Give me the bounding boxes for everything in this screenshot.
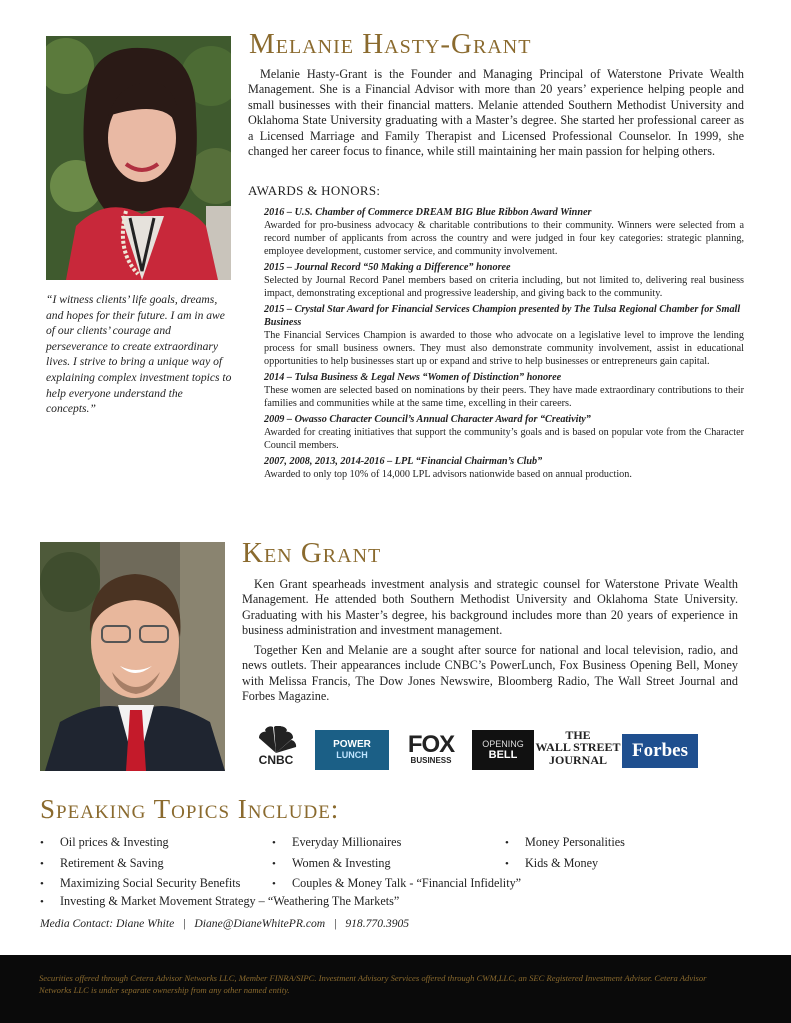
- list-item: • Everyday Millionaires: [272, 833, 521, 854]
- media-contact: [40, 917, 409, 930]
- cnbc-logo: [248, 723, 304, 769]
- award-item: [264, 261, 744, 300]
- power-lunch-logo: [315, 730, 389, 770]
- melanie-bio: Melanie Hasty-Grant is the Founder and Managing Principal of Waterstone Private Wealth Management. She is a Financial Advisor with more than 20 years’ experience helping people and small businesses with their financial matters. Melanie attended Southern Methodist University and Oklahoma State University graduating with a Master’s degree. She started her professional career as a Licensed Marriage and Family Therapist and Licensed Professional Counselor. In 1999, she changed her career focus to finance, while still maintaining her main passion for helping others.: [248, 67, 744, 159]
- ken-name: Ken Grant: [242, 537, 382, 569]
- separator: |: [183, 917, 186, 930]
- award-item: [264, 455, 744, 481]
- ken-bio: Ken Grant spearheads investment analysis and strategic counsel for Waterstone Private Wealth Management. He attended both Southern Methodist University and Oklahoma State University. Graduating with his Master’s degree, his background includes more than 20 years of experience in business administration and investment management.: [242, 577, 738, 638]
- topics-column-2: [272, 833, 521, 895]
- award-title: 2007, 2008, 2013, 2014-2016 – LPL “Financial Chairman’s Club”: [264, 456, 543, 467]
- contact-phone: 918.770.3905: [345, 917, 410, 930]
- award-item: [264, 413, 744, 452]
- award-desc: These women are selected based on nominations by their peers. They have made extraordinary contributions to their families and communities while at the same time, excelling in their careers.: [264, 385, 744, 409]
- ken-media-bio: Together Ken and Melanie are a sought after source for national and local television, radio, and news outlets. Their appearances include CNBC’s PowerLunch, Fox Business Opening Bell, Money with Melissa Francis, The Dow Jones Newswire, Bloomberg Radio, The Wall Street Journal and Forbes Magazine.: [242, 643, 738, 704]
- wsj-logo: [535, 725, 621, 771]
- bell-text: BELL: [488, 749, 518, 761]
- topics-wide: [40, 892, 399, 913]
- list-item: • Couples & Money Talk - “Financial Infidelity”: [272, 874, 521, 895]
- list-item: • Investing & Market Movement Strategy – “Weathering The Markets”: [40, 892, 399, 913]
- opening-text: OPENING: [482, 739, 524, 749]
- opening-bell-logo: [472, 730, 534, 770]
- business-text: BUSINESS: [410, 755, 452, 765]
- cnbc-logo-text: CNBC: [258, 753, 294, 767]
- footer-disclaimer: Securities offered through Cetera Advisor Networks LLC, Member FINRA/SIPC. Investment Advisory Services offered through CWM,LLC, an SEC Registered Investment Advisor. Cetera Advisor Networks LLC is under separate ownership from any other named entity.: [39, 973, 707, 995]
- award-title: 2014 – Tulsa Business & Legal News “Women of Distinction” honoree: [264, 372, 562, 383]
- wsj-journal: JOURNAL: [548, 753, 607, 767]
- list-item: • Kids & Money: [505, 854, 625, 875]
- melanie-quote: “I witness clients’ life goals, dreams, and hopes for their future. I am in awe of our clients’ courage and perseverance to create extraordinary lives. I strive to bring a unique way of explaining complex investment topics to help everyone understand the concepts.”: [46, 293, 232, 416]
- ken-photo: [40, 542, 225, 771]
- topics-column-3: [505, 833, 625, 874]
- award-title: 2009 – Owasso Character Council’s Annual Character Award for “Creativity”: [264, 414, 591, 425]
- awards-list: [264, 206, 744, 484]
- footer-bar: [0, 955, 791, 1023]
- award-item: [264, 206, 744, 258]
- award-title: 2015 – Journal Record “50 Making a Difference” honoree: [264, 262, 511, 273]
- melanie-name: Melanie Hasty-Grant: [249, 28, 532, 60]
- award-desc: Selected by Journal Record Panel members based on criteria including, but not limited to, delivering real business impact, demonstrating exceptional and progressive leadership, and giving back to the community.: [264, 275, 744, 299]
- award-title: 2016 – U.S. Chamber of Commerce DREAM BIG Blue Ribbon Award Winner: [264, 207, 592, 218]
- award-desc: The Financial Services Champion is awarded to those who advocate on a legislative level to improve the lending process for small business owners. They must also demonstrate community involvement, assist in educational opportunities to help businesses start up or expand and strive to help businesses or entrepreneurs gain capital.: [264, 330, 744, 367]
- topics-column-1: [40, 833, 240, 895]
- wsj-wall-street: WALL STREET: [535, 740, 621, 754]
- list-item: • Retirement & Saving: [40, 854, 240, 875]
- award-item: [264, 303, 744, 368]
- awards-heading: AWARDS & HONORS:: [248, 183, 381, 198]
- fox-business-logo: [396, 730, 466, 768]
- award-item: [264, 371, 744, 410]
- fox-text: FOX: [407, 730, 455, 758]
- contact-email[interactable]: Diane@DianeWhitePR.com: [194, 917, 326, 930]
- list-item: • Oil prices & Investing: [40, 833, 240, 854]
- separator: |: [334, 917, 337, 930]
- power-text: POWER: [333, 739, 371, 750]
- list-item: • Maximizing Social Security Benefits: [40, 874, 240, 895]
- award-desc: Awarded for creating initiatives that support the community’s goals and is based on popular vote from the Character Council members.: [264, 427, 744, 451]
- award-desc: Awarded to only top 10% of 14,000 LPL advisors nationwide based on annual production.: [264, 469, 632, 480]
- lunch-text: LUNCH: [336, 750, 368, 760]
- list-item: • Women & Investing: [272, 854, 521, 875]
- wsj-the: THE: [565, 728, 591, 742]
- contact-label: Media Contact: Diane White: [40, 917, 175, 930]
- forbes-logo: [622, 734, 698, 768]
- speaking-heading: Speaking Topics Include:: [40, 794, 340, 824]
- melanie-photo: [46, 36, 231, 280]
- forbes-text: Forbes: [632, 740, 688, 761]
- award-title: 2015 – Crystal Star Award for Financial Services Champion presented by The Tulsa Regional Chamber for Small Business: [264, 304, 741, 328]
- list-item: • Money Personalities: [505, 833, 625, 854]
- award-desc: Awarded for pro-business advocacy & charitable contributions to their community. Winners were selected from a record number of applicants from across the country and were judged in four key categories: strategic planning, employee development, customer service, and community involvement.: [264, 220, 744, 257]
